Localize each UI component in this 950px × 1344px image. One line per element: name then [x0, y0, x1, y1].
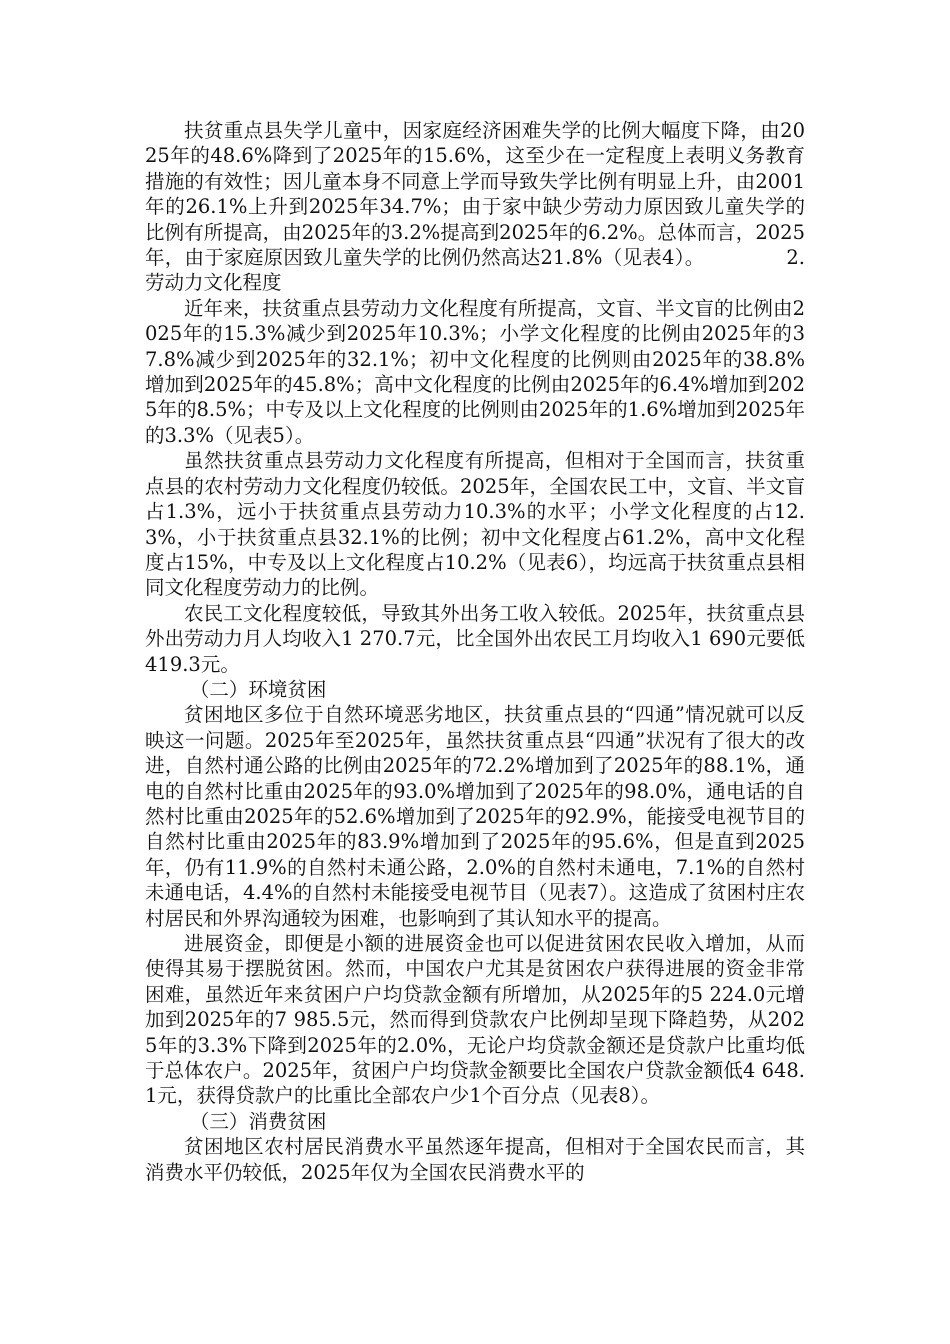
- paragraph-development-funds: 进展资金，即便是小额的进展资金也可以促进贫困农民收入增加，从而使得其易于摆脱贫困。然而，中国农户尤其是贫困农户获得进展的资金非常困难，虽然近年来贫困户户均贷款金额有所增加，从2025年的5 224.0元增加到2025年的7 985.5元，然而得到贷款农户比例却呈现下降趋势，从2025年的3.3%下降到2025年的2.0%，无论户均贷款金额还是贷款户比重均低于总体农户。2025年，贫困户户均贷款金额要比全国农户贷款金额低4 648.1元，获得贷款户的比重比全部农户少1个百分点（见表8）。: [145, 932, 805, 1108]
- paragraph-consumption-level: 贫困地区农村居民消费水平虽然逐年提高，但相对于全国农民而言，其消费水平仍较低，2025年仅为全国农民消费水平的: [145, 1135, 805, 1184]
- section-heading-environment-poverty: （二）环境贫困: [189, 677, 327, 701]
- document-body: [145, 118, 805, 1185]
- paragraph-labor-education-trend: 近年来，扶贫重点县劳动力文化程度有所提高，文盲、半文盲的比例由2025年的15.3%减少到2025年10.3%；小学文化程度的比例由2025年的37.8%减少到2025年的32.1%；初中文化程度的比例则由2025年的38.8%增加到2025年的45.8%；高中文化程度的比例由2025年的6.4%增加到2025年的8.5%；中专及以上文化程度的比例则由2025年的1.6%增加到2025年的3.3%（见表5）。: [145, 296, 805, 447]
- paragraph-national-comparison: 虽然扶贫重点县劳动力文化程度有所提高，但相对于全国而言，扶贫重点县的农村劳动力文化程度仍较低。2025年，全国农民工中，文盲、半文盲占1.3%，远小于扶贫重点县劳动力10.3%的水平；小学文化程度的占12.3%，小于扶贫重点县32.1%的比例；初中文化程度占61.2%，高中文化程度占15%，中专及以上文化程度占10.2%（见表6），均远高于扶贫重点县相同文化程度劳动力的比例。: [145, 449, 805, 600]
- paragraph-dropout-causes: [145, 118, 805, 296]
- paragraph-migrant-income: 农民工文化程度较低，导致其外出务工收入较低。2025年，扶贫重点县外出劳动力月人均收入1 270.7元，比全国外出农民工月均收入1 690元要低419.3元。: [145, 601, 805, 676]
- paragraph-four-connections: 贫困地区多位于自然环境恶劣地区，扶贫重点县的“四通”情况就可以反映这一问题。2025年至2025年，虽然扶贫重点县“四通”状况有了很大的改进，自然村通公路的比例由2025年的72.2%增加到了2025年的88.1%，通电的自然村比重由2025年的93.0%增加到了2025年的98.0%，通电话的自然村比重由2025年的52.6%增加到了2025年的92.9%，能接受电视节目的自然村比重由2025年的83.9%增加到了2025年的95.6%，但是直到2025年，仍有11.9%的自然村未通公路，2.0%的自然村未通电，7.1%的自然村未通电话，4.4%的自然村未能接受电视节目（见表7）。这造成了贫困村庄农村居民和外界沟通较为困难，也影响到了其认知水平的提高。: [145, 703, 805, 930]
- paragraph-text: 扶贫重点县失学儿童中，因家庭经济困难失学的比例大幅度下降，由2025年的48.6%降到了2025年的15.6%，这至少在一定程度上表明义务教育措施的有效性；因儿童本身不同意上学而导致失学比例有明显上升，由2001年的26.1%上升到2025年34.7%；由于家中缺少劳动力原因致儿童失学的比例有所提高，由2025年的3.2%提高到2025年的6.2%。总体而言，2025年，由于家庭原因致儿童失学的比例仍然高达21.8%（见表4）。: [145, 119, 805, 270]
- section-heading-consumption-poverty: （三）消费贫困: [189, 1109, 327, 1133]
- section-heading-labor-education: 2.劳动力文化程度: [145, 246, 805, 295]
